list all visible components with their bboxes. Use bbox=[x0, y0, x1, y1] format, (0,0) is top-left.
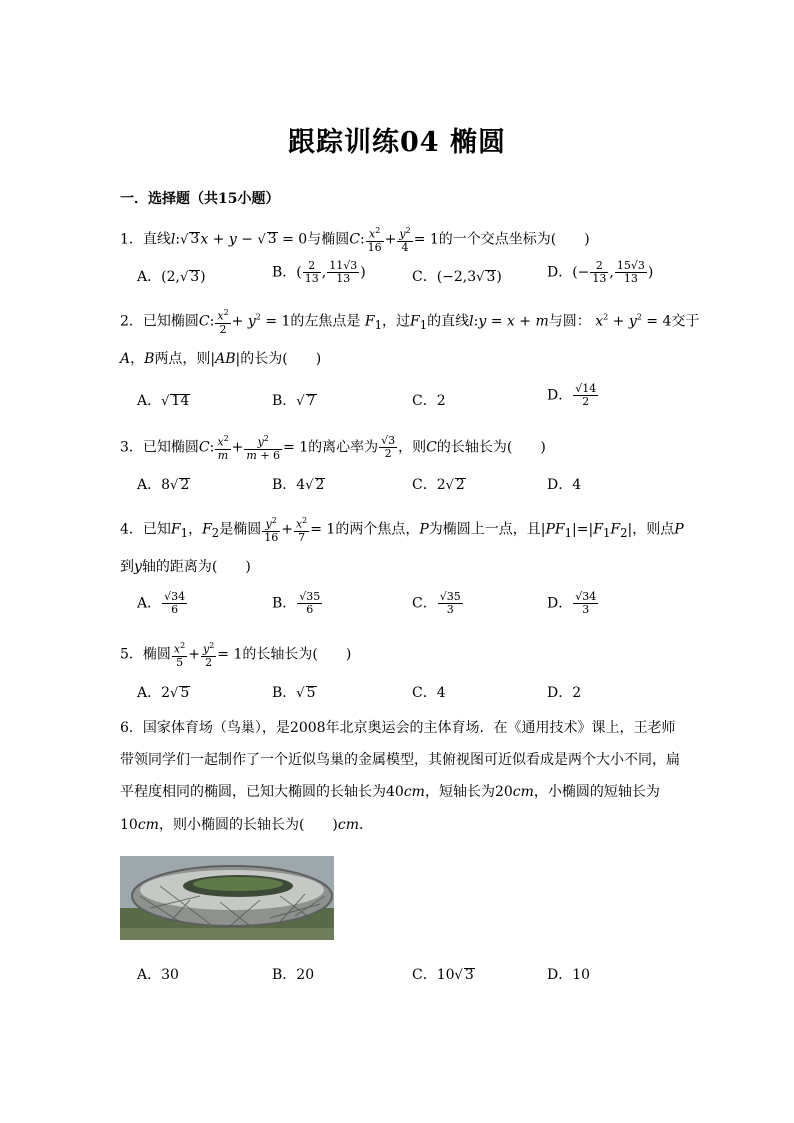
question-2-line-2: A，B两点，则|AB|的长为( ) bbox=[120, 351, 322, 367]
q1-option-c[interactable]: C．(−2,3√ 3) bbox=[412, 269, 502, 285]
question-4-line-2: 到y轴的距离为( ) bbox=[120, 559, 251, 575]
question-1: 1．直线l:√ 3x + y − √ 3 = 0与椭圆C: $\frac{x^2}{16}$ + $\frac{y^2}{4}$ = 1的一个交点坐标为( ) bbox=[120, 226, 590, 254]
question-3: 3．已知椭圆C: $\frac{x^2}{m}$ + $\frac{y^2}{m + 6}$ = 1的离心率为 $\frac{√3}{2}$ ，则C的长轴长为( ) bbox=[120, 433, 546, 462]
q4-option-b[interactable]: B． $\frac{√35}{6}$ bbox=[272, 590, 321, 616]
q5-option-c[interactable]: C．4 bbox=[412, 685, 446, 701]
question-6-line-4: 10cm，则小椭圆的长轴长为( )cm． bbox=[120, 817, 374, 833]
page-title: 跟踪训练04 椭圆 bbox=[288, 127, 506, 158]
q1-option-d[interactable]: D．(− $\frac{2}{13}$ , $\frac{15√3}{13}$ ) bbox=[547, 259, 654, 285]
q1-option-b[interactable]: B．( $\frac{2}{13}$ , $\frac{11√3}{13}$ ) bbox=[272, 259, 366, 285]
q2-option-d[interactable]: D． $\frac{√14}{2}$ bbox=[547, 382, 597, 408]
q4-option-d[interactable]: D． $\frac{√34}{3}$ bbox=[547, 590, 597, 616]
q2-option-c[interactable]: C．2 bbox=[412, 393, 446, 409]
question-5: 5．椭圆 $\frac{x^2}{5}$ + $\frac{y^2}{2}$ = 1的长轴长为( ) bbox=[120, 641, 352, 669]
question-6-line-3: 平程度相同的椭圆，已知大椭圆的长轴长为40cm，短轴长为20cm，小椭圆的短轴长为 bbox=[120, 784, 660, 800]
question-6-line-1: 6．国家体育场（鸟巢），是2008年北京奥运会的主体育场．在《通用技术》课上，王老师 bbox=[120, 720, 676, 736]
stadium-illustration bbox=[120, 856, 334, 940]
q2-option-b[interactable]: B．√ 7 bbox=[272, 393, 316, 409]
q6-option-b[interactable]: B．20 bbox=[272, 967, 315, 983]
question-2-line-1: 2．已知椭圆C: $\frac{x^2}{2}$ + $y^2 = 1$的左焦点是 $F_1$，过$F_1$的直线l:y = x + m与圆： $x^2 + y^2 = 4$交于 bbox=[120, 308, 700, 336]
q3-option-a[interactable]: A．8√ 2 bbox=[137, 477, 190, 493]
q3-option-d[interactable]: D．4 bbox=[547, 477, 582, 493]
q6-option-d[interactable]: D．10 bbox=[547, 967, 591, 983]
section-heading: 一．选择题（共15小题） bbox=[120, 191, 280, 207]
q5-option-b[interactable]: B．√ 5 bbox=[272, 685, 316, 701]
q6-option-a[interactable]: A．30 bbox=[137, 967, 179, 983]
q2-option-a[interactable]: A．√ 14 bbox=[137, 393, 190, 409]
birds-nest-stadium-photo bbox=[120, 856, 334, 940]
question-6-line-2: 带领同学们一起制作了一个近似鸟巢的金属模型，其俯视图可近似看成是两个大小不同，扁 bbox=[120, 752, 680, 768]
q5-option-d[interactable]: D．2 bbox=[547, 685, 582, 701]
q4-option-c[interactable]: C． $\frac{√35}{3}$ bbox=[412, 590, 461, 616]
q5-option-a[interactable]: A．2√ 5 bbox=[137, 685, 190, 701]
q6-option-c[interactable]: C．10√ 3 bbox=[412, 967, 474, 983]
q3-option-c[interactable]: C．2√ 2 bbox=[412, 477, 465, 493]
q1-option-a[interactable]: A．(2,√ 3) bbox=[137, 269, 206, 285]
question-4-line-1: 4．已知$F_1$，$F_2$是椭圆 $\frac{y^2}{16}$ + $\frac{x^2}{7}$ = 1的两个焦点，P为椭圆上一点，且$|PF_1|=|F_1F_2|$，则点P bbox=[120, 516, 684, 544]
q4-option-a[interactable]: A． $\frac{√34}{6}$ bbox=[137, 590, 186, 616]
q3-option-b[interactable]: B．4√ 2 bbox=[272, 477, 325, 493]
